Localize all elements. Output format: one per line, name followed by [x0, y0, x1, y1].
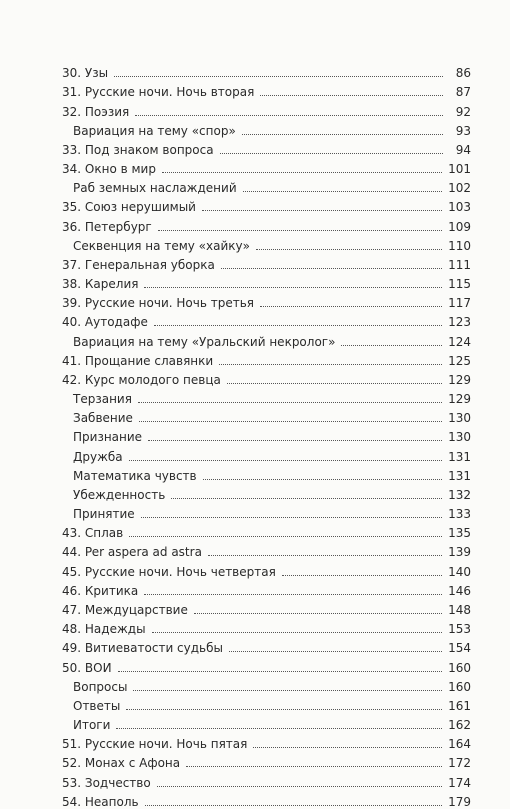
toc-entry — [62, 502, 471, 521]
toc-entry — [62, 464, 471, 483]
toc-entry-page-number: 115 — [448, 277, 471, 292]
toc-entry-title: 54. Неаполь — [62, 794, 139, 809]
toc-entry — [62, 694, 471, 713]
toc-entry-title: Секвенция на тему «хайку» — [73, 238, 250, 253]
toc-entry — [62, 559, 471, 578]
dot-leader — [141, 517, 442, 518]
toc-entry-title: Убежденность — [73, 487, 166, 502]
toc-entry — [62, 770, 471, 789]
dot-leader — [227, 383, 442, 384]
dot-leader — [253, 747, 442, 748]
toc-entry-page-number: 135 — [448, 526, 471, 541]
toc-entry-page-number: 129 — [448, 392, 471, 407]
toc-entry — [62, 214, 471, 233]
toc-entry-page-number: 172 — [448, 756, 471, 771]
toc-entry — [62, 732, 471, 751]
toc-entry-title: Принятие — [73, 507, 135, 522]
toc-entry — [62, 598, 471, 617]
toc-entry — [62, 80, 471, 99]
toc-entry — [62, 176, 471, 195]
toc-entry-page-number: 109 — [448, 219, 471, 234]
toc-entry — [62, 119, 471, 138]
toc-entry-page-number: 164 — [448, 737, 471, 752]
toc-entry-title: Признание — [73, 430, 143, 445]
toc-entry-page-number: 131 — [448, 468, 471, 483]
toc-entry-title: 31. Русские ночи. Ночь вторая — [62, 85, 255, 100]
dot-leader — [154, 325, 442, 326]
toc-entry-title: Дружба — [73, 449, 123, 464]
toc-entry — [62, 790, 471, 809]
toc-entry-page-number: 140 — [448, 564, 471, 579]
toc-entry-title: 32. Поэзия — [62, 104, 130, 119]
dot-leader — [243, 191, 442, 192]
toc-entry-title: Терзания — [73, 392, 132, 407]
toc-entry-page-number: 131 — [448, 449, 471, 464]
toc-entry-page-number: 101 — [448, 162, 471, 177]
dot-leader — [135, 115, 443, 116]
toc-entry-page-number: 160 — [448, 679, 471, 694]
toc-entry-title: Забвение — [73, 411, 133, 426]
toc-entry-page-number: 129 — [448, 372, 471, 387]
toc-entry-title: 43. Сплав — [62, 526, 124, 541]
dot-leader — [139, 421, 442, 422]
toc-entry-title: 34. Окно в мир — [62, 162, 156, 177]
toc-entry-page-number: 130 — [448, 411, 471, 426]
dot-leader — [202, 210, 442, 211]
dot-leader — [116, 728, 442, 729]
toc-entry — [62, 444, 471, 463]
dot-leader — [126, 709, 442, 710]
toc-entry-title: 42. Курс молодого певца — [62, 372, 221, 387]
dot-leader — [260, 306, 442, 307]
toc-entry — [62, 751, 471, 770]
toc-entry-title: 48. Надежды — [62, 622, 146, 637]
toc-entry — [62, 349, 471, 368]
toc-entry-page-number: 160 — [448, 660, 471, 675]
dot-leader — [158, 230, 442, 231]
toc-entry — [62, 617, 471, 636]
toc-entry-page-number: 94 — [455, 142, 471, 157]
toc-entry-title: Вопросы — [73, 679, 128, 694]
toc-entry-page-number: 132 — [448, 487, 471, 502]
toc-entry — [62, 675, 471, 694]
toc-entry-title: 39. Русские ночи. Ночь третья — [62, 296, 254, 311]
toc-entry-title: 35. Союз нерушимый — [62, 200, 196, 215]
dot-leader — [129, 536, 442, 537]
toc-entry — [62, 272, 471, 291]
dot-leader — [162, 172, 442, 173]
toc-entry-page-number: 102 — [448, 181, 471, 196]
toc-entry — [62, 253, 471, 272]
toc-entry-page-number: 124 — [448, 334, 471, 349]
toc-entry — [62, 329, 471, 348]
toc-entry-page-number: 117 — [448, 296, 471, 311]
toc-entry-page-number: 174 — [448, 775, 471, 790]
toc-entry — [62, 157, 471, 176]
toc-entry-page-number: 111 — [448, 257, 471, 272]
toc-entry-title: Математика чувств — [73, 468, 197, 483]
toc-entry-title: 38. Карелия — [62, 277, 139, 292]
dot-leader — [256, 249, 442, 250]
toc-entry-page-number: 103 — [448, 200, 471, 215]
toc-entry — [62, 406, 471, 425]
toc-entry — [62, 99, 471, 118]
toc-entry — [62, 291, 471, 310]
toc-entry-page-number: 125 — [448, 353, 471, 368]
toc-entry-page-number: 146 — [448, 583, 471, 598]
toc-entry-page-number: 130 — [448, 430, 471, 445]
toc-entry-title: 49. Витиеватости судьбы — [62, 641, 224, 656]
toc-entry-title: 30. Узы — [62, 66, 109, 81]
toc-entry-page-number: 154 — [448, 641, 471, 656]
toc-entry — [62, 636, 471, 655]
toc-entry — [62, 521, 471, 540]
dot-leader — [133, 690, 442, 691]
toc-entry-page-number: 110 — [448, 238, 471, 253]
dot-leader — [114, 76, 443, 77]
toc-entry-title: 52. Монах с Афона — [62, 756, 181, 771]
toc-entry-title: 47. Междуцарствие — [62, 602, 188, 617]
toc-entry-title: Вариация на тему «спор» — [73, 123, 236, 138]
toc-entry-page-number: 179 — [448, 794, 471, 809]
toc-entry-title: 53. Зодчество — [62, 775, 151, 790]
dot-leader — [242, 134, 443, 135]
toc-entry — [62, 387, 471, 406]
toc-entry — [62, 713, 471, 732]
dot-leader — [152, 632, 443, 633]
toc-entry-page-number: 139 — [448, 545, 471, 560]
dot-leader — [208, 555, 442, 556]
toc-entry — [62, 579, 471, 598]
toc-entry-page-number: 93 — [455, 123, 471, 138]
dot-leader — [229, 651, 442, 652]
dot-leader — [220, 153, 443, 154]
dot-leader — [260, 95, 443, 96]
toc-entry-title: Раб земных наслаждений — [73, 181, 237, 196]
toc-entry-page-number: 148 — [448, 602, 471, 617]
toc-entry-title: 45. Русские ночи. Ночь четвертая — [62, 564, 276, 579]
toc-entry — [62, 483, 471, 502]
toc-entry-page-number: 87 — [455, 85, 471, 100]
toc-entry-page-number: 133 — [448, 507, 471, 522]
toc-entry-title: Вариация на тему «Уральский некролог» — [73, 334, 336, 349]
dot-leader — [203, 479, 442, 480]
toc-entry — [62, 195, 471, 214]
dot-leader — [219, 364, 442, 365]
toc-entry-title: 44. Per aspera ad astra — [62, 545, 202, 560]
toc-entry-title: 37. Генеральная уборка — [62, 257, 215, 272]
dot-leader — [118, 671, 443, 672]
toc-entry — [62, 310, 471, 329]
toc-entry-page-number: 153 — [448, 622, 471, 637]
toc-entry — [62, 61, 471, 80]
toc-entry-title: 46. Критика — [62, 583, 139, 598]
dot-leader — [145, 805, 443, 806]
toc-entry-page-number: 123 — [448, 315, 471, 330]
toc-entry-page-number: 162 — [448, 718, 471, 733]
dot-leader — [144, 287, 442, 288]
toc-entry-title: 33. Под знаком вопроса — [62, 142, 214, 157]
dot-leader — [144, 594, 442, 595]
toc-entry-title: Ответы — [73, 698, 121, 713]
toc-entry — [62, 540, 471, 559]
toc-entry-title: 40. Аутодафе — [62, 315, 148, 330]
dot-leader — [186, 766, 442, 767]
toc-entry — [62, 234, 471, 253]
toc-entry-title: 51. Русские ночи. Ночь пятая — [62, 737, 248, 752]
dot-leader — [194, 613, 442, 614]
dot-leader — [157, 786, 442, 787]
dot-leader — [148, 440, 442, 441]
toc-entry-page-number: 86 — [455, 66, 471, 81]
toc-entry-title: Итоги — [73, 718, 111, 733]
toc-entry — [62, 425, 471, 444]
toc-entry-title: 50. ВОИ — [62, 660, 112, 675]
table-of-contents — [62, 61, 471, 809]
toc-entry — [62, 655, 471, 674]
toc-entry-page-number: 161 — [448, 698, 471, 713]
dot-leader — [221, 268, 442, 269]
dot-leader — [282, 575, 442, 576]
dot-leader — [171, 498, 442, 499]
dot-leader — [129, 460, 442, 461]
dot-leader — [138, 402, 442, 403]
toc-entry — [62, 368, 471, 387]
toc-entry-page-number: 92 — [455, 104, 471, 119]
toc-entry-title: 41. Прощание славянки — [62, 353, 214, 368]
dot-leader — [341, 345, 442, 346]
toc-entry-title: 36. Петербург — [62, 219, 152, 234]
toc-entry — [62, 138, 471, 157]
